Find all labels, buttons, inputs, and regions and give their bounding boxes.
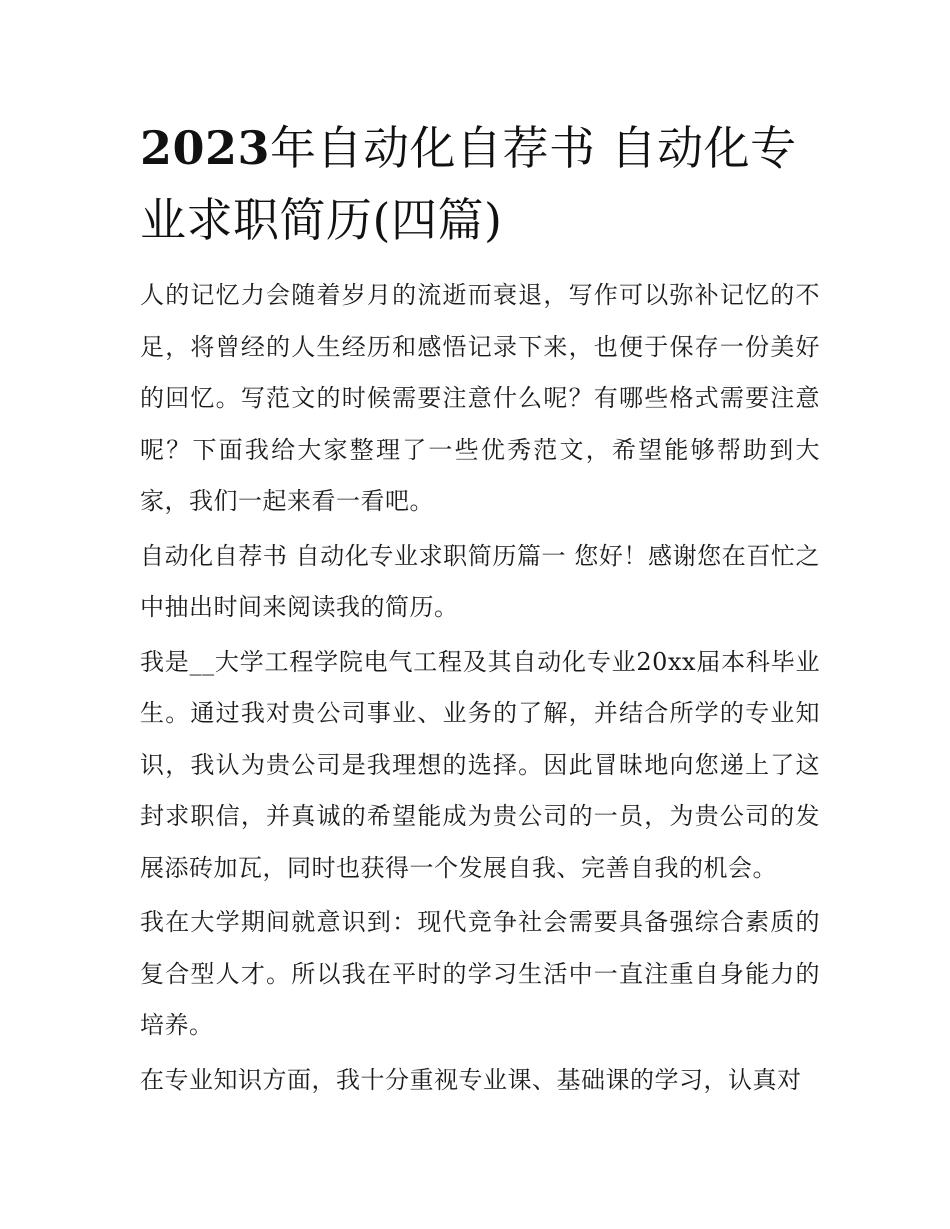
title-text: 年自动化自荐书 自动化专业求职简历(四篇) [140, 121, 797, 247]
paragraph-awareness: 我在大学期间就意识到：现代竞争社会需要具备强综合素质的复合型人才。所以我在平时的学习生活中一直注重自身能力的培养。 [140, 908, 820, 1039]
paragraph-professional-knowledge: 在专业知识方面，我十分重视专业课、基础课的学习，认真对 [140, 1065, 802, 1094]
paragraph-greeting: 自动化自荐书 自动化专业求职简历篇一 您好！感谢您在百忙之中抽出时间来阅读我的简历。 [140, 541, 820, 621]
paragraph-intro: 人的记忆力会随着岁月的流逝而衰退，写作可以弥补记忆的不足，将曾经的人生经历和感悟记录下来，也便于保存一份美好的回忆。写范文的时候需要注意什么呢？有哪些格式需要注意呢？下面我给大家整理了一些优秀范文，希望能够帮助到大家，我们一起来看一看吧。 [140, 281, 820, 515]
title-year: 2023 [140, 121, 271, 175]
document-body [140, 112, 820, 1109]
document-title [140, 112, 820, 256]
paragraph-self-introduction: 我是__大学工程学院电气工程及其自动化专业20xx届本科毕业生。通过我对贵公司事业、业务的了解，并结合所学的专业知识，我认为贵公司是我理想的选择。因此冒昧地向您递上了这封求职信，并真诚的希望能成为贵公司的一员，为贵公司的发展添砖加瓦，同时也获得一个发展自我、完善自我的机会。 [140, 647, 820, 882]
